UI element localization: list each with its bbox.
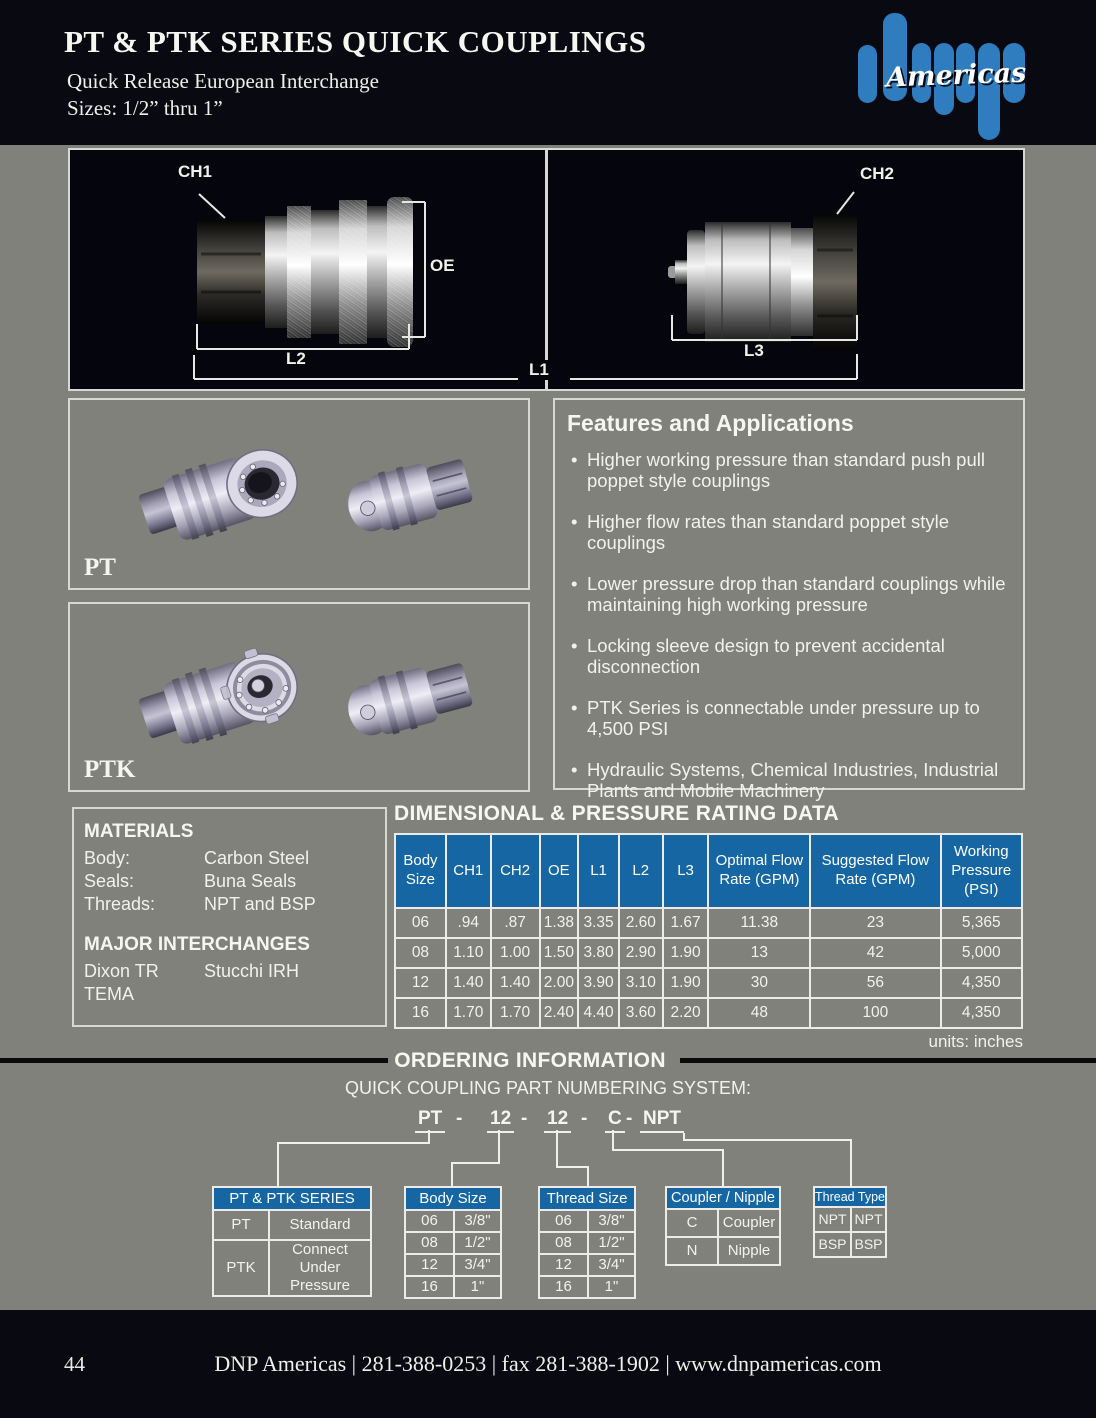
feature-item: • Lower pressure drop than standard couplings while maintaining high working pressure <box>571 573 1015 615</box>
ordering-heading: ORDERING INFORMATION <box>394 1049 666 1072</box>
panel-divider <box>545 150 548 389</box>
ptk-product-panel <box>68 602 530 792</box>
part-segment-series: PT <box>415 1108 445 1133</box>
pt-product-panel <box>68 398 530 590</box>
part-segment-thread-size: 12 <box>544 1108 571 1133</box>
ordering-table-thread-type <box>813 1186 887 1258</box>
units-note: units: inches <box>928 1032 1023 1051</box>
materials-panel <box>72 807 387 1027</box>
table-row: NPT NPT <box>814 1207 886 1232</box>
pt-panel-label: PT <box>84 554 116 581</box>
ordering-subheading: QUICK COUPLING PART NUMBERING SYSTEM: <box>344 1078 752 1098</box>
page-sizes: Sizes: 1/2” thru 1” <box>67 96 223 120</box>
ordering-table-coupler-nipple <box>665 1186 781 1266</box>
ordering-table-series-header: PT & PTK SERIES <box>212 1186 372 1209</box>
page-number: 44 <box>64 1351 85 1376</box>
footer-contact: DNP Americas | 281-388-0253 | fax 281-388-1902 | www.dnpamericas.com <box>214 1351 882 1376</box>
logo-bar <box>858 45 877 103</box>
column-header: CH1 <box>446 834 491 908</box>
table-row: 12 3/4" <box>539 1254 635 1276</box>
coupler-photo <box>197 197 413 347</box>
pt-render <box>70 400 528 586</box>
pt-coupler-render <box>135 438 306 553</box>
nipple-photo <box>668 214 857 350</box>
table-row: C Coupler <box>666 1209 780 1237</box>
dnp-americas-logo <box>852 10 1052 140</box>
ordering-table-series <box>212 1186 372 1297</box>
table-row: 16 1" <box>539 1276 635 1298</box>
page-subtitle: Quick Release European Interchange <box>67 69 379 93</box>
table-row: Body: Carbon Steel <box>84 848 310 868</box>
table-row: 16 1.70 1.70 2.40 4.40 3.60 2.20 48 100 4,350 <box>395 998 1022 1028</box>
dimension-diagram-panel <box>68 148 1025 391</box>
part-segment-thread-type: NPT <box>640 1108 684 1133</box>
part-separator: - <box>521 1108 528 1129</box>
ptk-nipple-render <box>342 655 476 744</box>
table-row: Seals: Buna Seals <box>84 871 297 891</box>
column-header: OE <box>540 834 579 908</box>
table-row: PT Standard <box>213 1210 371 1240</box>
ordering-table-thread-type-header: Thread Type <box>813 1186 887 1206</box>
table-row: Threads: NPT and BSP <box>84 894 316 914</box>
features-list <box>571 449 1015 801</box>
table-row: 06 3/8" <box>405 1210 501 1232</box>
ordering-table-body-size <box>404 1186 502 1299</box>
features-panel <box>553 398 1025 801</box>
table-row: 16 1" <box>405 1276 501 1298</box>
table-row: Dixon TR Stucchi IRH <box>84 961 300 981</box>
column-header: Body Size <box>395 834 446 908</box>
ordering-table-thread-size <box>538 1186 636 1299</box>
ordering-table-coupler-nipple-header: Coupler / Nipple <box>665 1186 781 1208</box>
column-header: L1 <box>578 834 619 908</box>
part-separator: - <box>456 1108 463 1129</box>
column-header: Optimal Flow Rate (GPM) <box>708 834 810 908</box>
dim-label-ch2: CH2 <box>860 164 895 183</box>
page-title: PT & PTK SERIES QUICK COUPLINGS <box>64 24 647 59</box>
table-row: PTK Connect Under Pressure <box>213 1240 371 1296</box>
ordering-table-thread-size-header: Thread Size <box>538 1186 636 1209</box>
pt-nipple-render <box>342 451 476 540</box>
part-segment-coupler-nipple: C <box>605 1108 625 1133</box>
part-separator: - <box>626 1108 633 1129</box>
page-footer <box>0 1310 1096 1418</box>
table-row: N Nipple <box>666 1237 780 1265</box>
column-header: Suggested Flow Rate (GPM) <box>810 834 940 908</box>
dim-label-ch1: CH1 <box>178 162 213 181</box>
feature-item: • PTK Series is connectable under pressure up to 4,500 PSI <box>571 697 1015 739</box>
column-header: CH2 <box>491 834 540 908</box>
feature-item: • Higher working pressure than standard push pull poppet style couplings <box>571 449 1015 491</box>
table-row: 08 1/2" <box>539 1232 635 1254</box>
table-row: 06 3/8" <box>539 1210 635 1232</box>
ptk-coupler-render <box>134 639 307 760</box>
dimensional-table-header <box>395 834 1022 908</box>
dim-label-oe: OE <box>430 256 455 275</box>
dim-label-l2: L2 <box>286 349 306 368</box>
dimensional-table <box>394 833 1023 1029</box>
feature-item: • Locking sleeve design to prevent accidental disconnection <box>571 635 1015 677</box>
part-segment-body-size: 12 <box>487 1108 514 1133</box>
column-header: L3 <box>663 834 709 908</box>
table-row: BSP BSP <box>814 1232 886 1257</box>
interchanges-table <box>84 960 299 1006</box>
logo-script-text: Americas <box>885 57 1027 94</box>
materials-heading: MATERIALS <box>84 821 194 842</box>
ptk-panel-label: PTK <box>84 756 136 783</box>
table-row: 12 1.40 1.40 2.00 3.90 3.10 1.90 30 56 4,350 <box>395 968 1022 998</box>
table-row: 06 .94 .87 1.38 3.35 2.60 1.67 11.38 23 5,365 <box>395 908 1022 938</box>
feature-item: • Higher flow rates than standard poppet style couplings <box>571 511 1015 553</box>
column-header: L2 <box>619 834 663 908</box>
feature-item: • Hydraulic Systems, Chemical Industries, Industrial Plants and Mobile Machinery <box>571 759 1015 801</box>
part-separator: - <box>581 1108 588 1129</box>
ptk-render <box>70 604 528 790</box>
dim-label-l1: L1 <box>525 360 553 380</box>
interchanges-heading: MAJOR INTERCHANGES <box>84 934 310 955</box>
ordering-table-body-size-header: Body Size <box>404 1186 502 1209</box>
table-row: 12 3/4" <box>405 1254 501 1276</box>
table-row: 08 1/2" <box>405 1232 501 1254</box>
part-number-connectors <box>0 1128 1096 1188</box>
table-row: TEMA <box>84 984 135 1004</box>
column-header: Working Pressure (PSI) <box>941 834 1022 908</box>
dimensional-table-title: DIMENSIONAL & PRESSURE RATING DATA <box>394 802 839 825</box>
table-row: 08 1.10 1.00 1.50 3.80 2.90 1.90 13 42 5,000 <box>395 938 1022 968</box>
features-heading: Features and Applications <box>567 410 854 436</box>
materials-table <box>84 847 316 916</box>
page-header <box>0 0 1096 145</box>
dim-label-l3: L3 <box>744 341 764 360</box>
